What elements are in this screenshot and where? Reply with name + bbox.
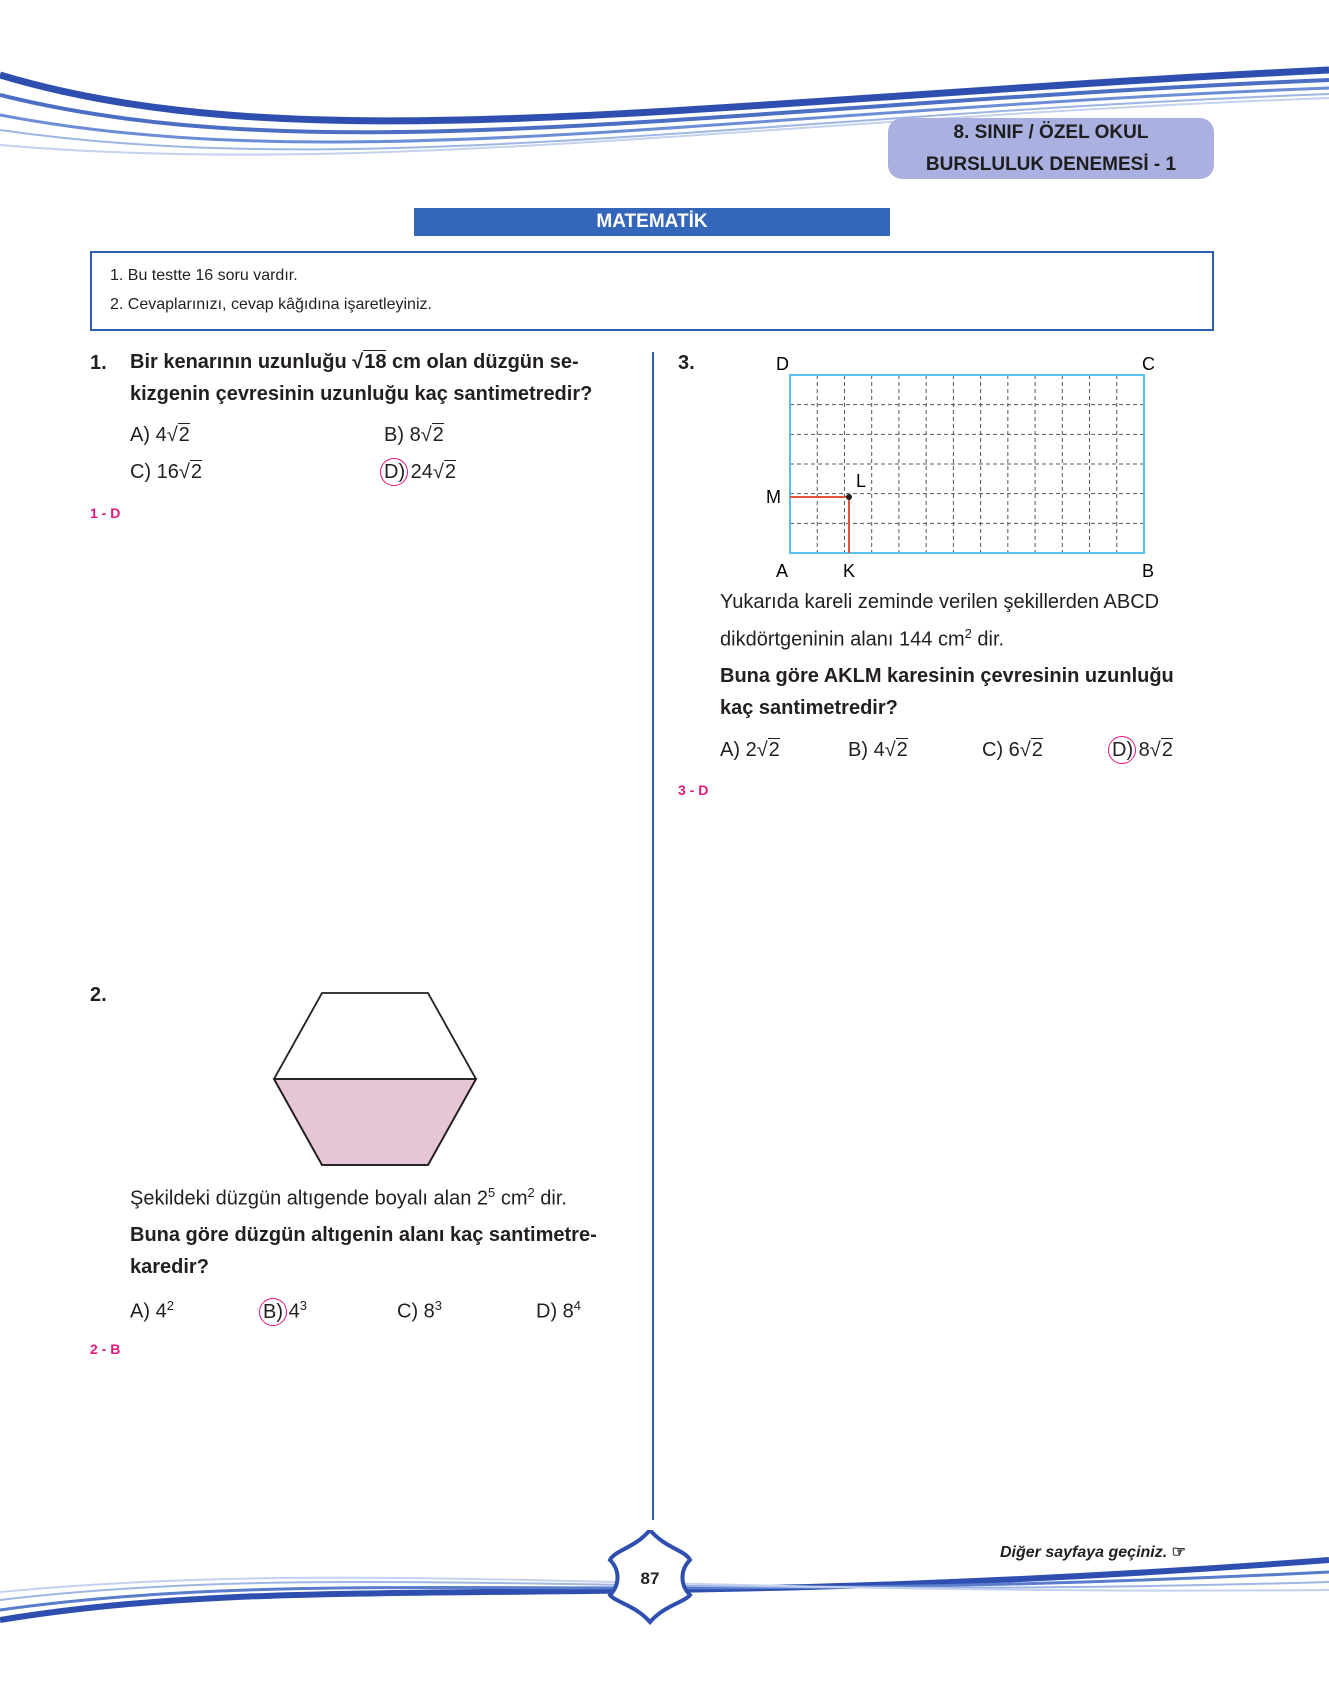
question-2-option-b[interactable]: B) $4^3$ bbox=[263, 1298, 307, 1323]
next-page-note: Diğer sayfaya geçiniz. ☞ bbox=[1000, 1544, 1186, 1561]
question-3-text: Yukarıda kareli zeminde verilen şekillerden ABCD dikdörtgeninin alanı 144 $cm^2$ dir. bbox=[720, 591, 1160, 651]
page-number: 87 bbox=[640, 1569, 660, 1588]
question-3-answer-key: 3 - D bbox=[678, 782, 709, 798]
question-1-option-d[interactable]: D) 24√2 bbox=[384, 461, 457, 483]
instructions-box bbox=[90, 251, 1214, 331]
point-l bbox=[846, 494, 852, 500]
question-2-number: 2. bbox=[90, 984, 107, 1006]
exam-series-label: BURSLULUK DENEMESİ - 1 bbox=[925, 153, 1177, 175]
subject-title: MATEMATİK bbox=[414, 208, 890, 236]
question-3-option-d[interactable]: D) 8√2 bbox=[1112, 739, 1173, 761]
question-2-option-c[interactable]: C) $8^3$ bbox=[397, 1298, 443, 1323]
grid-lines bbox=[790, 375, 1144, 553]
question-1-number: 1. bbox=[90, 352, 107, 374]
instruction-2: 2. Cevaplarınızı, cevap kâğıdına işaretleyiniz. bbox=[110, 296, 432, 313]
label-d: D bbox=[776, 354, 789, 374]
question-1-option-c[interactable]: C) 16√2 bbox=[130, 461, 203, 483]
hexagon-figure bbox=[270, 990, 480, 1170]
label-k: K bbox=[843, 561, 856, 580]
label-c: C bbox=[1142, 354, 1155, 374]
question-3-prompt: Buna göre AKLM karesinin çevresinin uzunluğu kaç santimetredir? bbox=[720, 665, 1174, 719]
question-3-number: 3. bbox=[678, 352, 695, 374]
instruction-1: 1. Bu testte 16 soru vardır. bbox=[110, 267, 298, 284]
question-1-answer-key: 1 - D bbox=[90, 505, 121, 521]
selected-answer-circle: D) bbox=[1112, 739, 1134, 761]
column-divider bbox=[652, 352, 654, 1520]
question-2-option-a[interactable]: A) $4^2$ bbox=[130, 1298, 174, 1323]
selected-answer-circle: B) bbox=[263, 1300, 283, 1323]
question-1-option-b[interactable]: B) 8√2 bbox=[384, 424, 444, 446]
question-1-text: Bir kenarının uzunluğu √18 cm olan düzgün se- kizgenin çevresinin uzunluğu kaç santimetredir? bbox=[130, 351, 593, 405]
shaded-region bbox=[274, 1079, 476, 1165]
label-m: M bbox=[766, 487, 781, 507]
label-b: B bbox=[1142, 561, 1155, 580]
question-2-answer-key: 2 - B bbox=[90, 1341, 121, 1357]
question-3-option-b[interactable]: B) 4√2 bbox=[848, 739, 908, 761]
question-3-option-c[interactable]: C) 6√2 bbox=[982, 739, 1043, 761]
pointing-hand-icon: ☞ bbox=[1171, 1544, 1186, 1561]
selected-answer-circle: D) bbox=[384, 461, 406, 483]
label-a: A bbox=[776, 561, 789, 580]
question-1-option-a[interactable]: A) 4√2 bbox=[130, 424, 190, 446]
question-3-option-a[interactable]: A) 2√2 bbox=[720, 739, 780, 761]
label-l: L bbox=[856, 471, 867, 491]
exam-title-badge bbox=[888, 118, 1214, 179]
grid-rectangle-figure bbox=[760, 350, 1160, 580]
exam-grade-label: 8. SINIF / ÖZEL OKUL bbox=[953, 121, 1149, 143]
square-aklm bbox=[790, 497, 849, 553]
question-2-prompt: Buna göre düzgün altıgenin alanı kaç santimetre- karedir? bbox=[130, 1224, 597, 1278]
question-2-option-d[interactable]: D) $8^4$ bbox=[536, 1298, 582, 1323]
question-2-text: Şekildeki düzgün altıgende boyalı alan $2^5$ $cm^2$ dir. bbox=[130, 1185, 567, 1210]
